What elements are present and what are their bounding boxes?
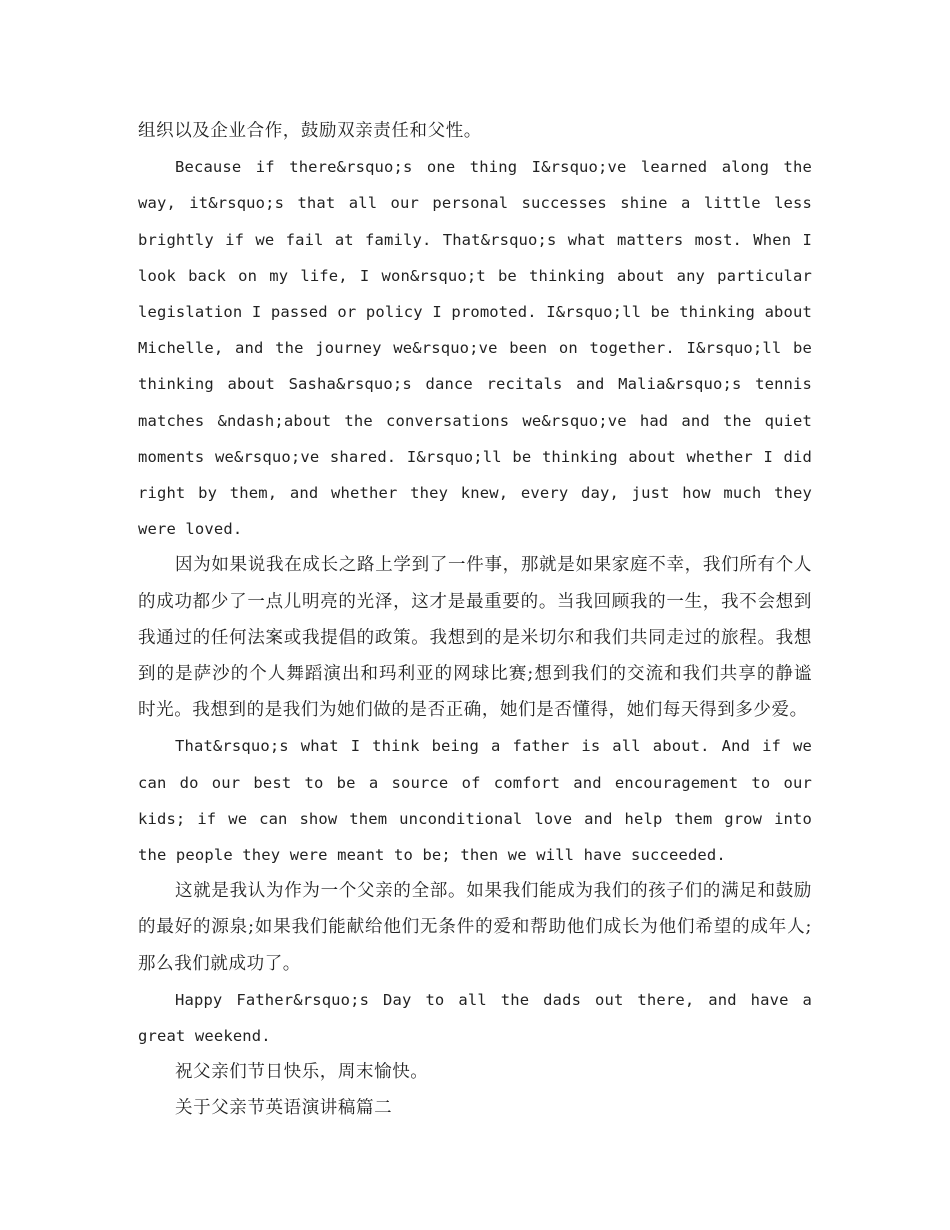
paragraph-zh-greeting: 祝父亲们节日快乐，周末愉快。 (175, 1062, 429, 1083)
paragraph-en-father: That&rsquo;s what I think being a father is all about. And if we can do our best to be a source of comfort and encouragement to our kids; if we can show them unconditional love and help them grow into the people they were meant to be; then we will have succeeded. (138, 737, 812, 865)
paragraph-zh-family: 因为如果说我在成长之路上学到了一件事，那就是如果家庭不幸，我们所有个人的成功都少了一点儿明亮的光泽，这才是最重要的。当我回顾我的一生，我不会想到我通过的任何法案或我提倡的政策。我想到的是米切尔和我们共同走过的旅程。我想到的是萨沙的个人舞蹈演出和玛利亚的网球比赛;想到我们的交流和我们共享的静谧时光。我想到的是我们为她们做的是否正确，她们是否懂得，她们每天得到多少爱。 (138, 555, 812, 721)
paragraph-en-family: Because if there&rsquo;s one thing I&rsquo;ve learned along the way, it&rsquo;s that all our personal successes shine a little less brightly if we fail at family. That&rsquo;s what matters most. When I look back on my life, I won&rsquo;t be thinking about any particular legislation I passed or policy I promoted. I&rsquo;ll be thinking about Michelle, and the journey we&rsquo;ve been on together. I&rsquo;ll be thinking about Sasha&rsquo;s dance recitals and Malia&rsquo;s tennis matches &ndash;about the conversations we&rsquo;ve had and the quiet moments we&rsquo;ve shared. I&rsquo;ll be thinking about whether I did right by them, and whether they knew, every day, just how much they were loved. (138, 158, 812, 539)
document-page (138, 113, 812, 1127)
paragraph-zh-intro: 组织以及企业合作，鼓励双亲责任和父性。 (138, 121, 482, 141)
section-heading: 关于父亲节英语演讲稿篇二 (175, 1098, 393, 1119)
paragraph-en-greeting: Happy Father&rsquo;s Day to all the dads out there, and have a great weekend. (138, 990, 812, 1046)
paragraph-zh-father: 这就是我认为作为一个父亲的全部。如果我们能成为我们的孩子们的满足和鼓励的最好的源泉;如果我们能献给他们无条件的爱和帮助他们成长为他们希望的成年人;那么我们就成功了。 (138, 881, 812, 974)
